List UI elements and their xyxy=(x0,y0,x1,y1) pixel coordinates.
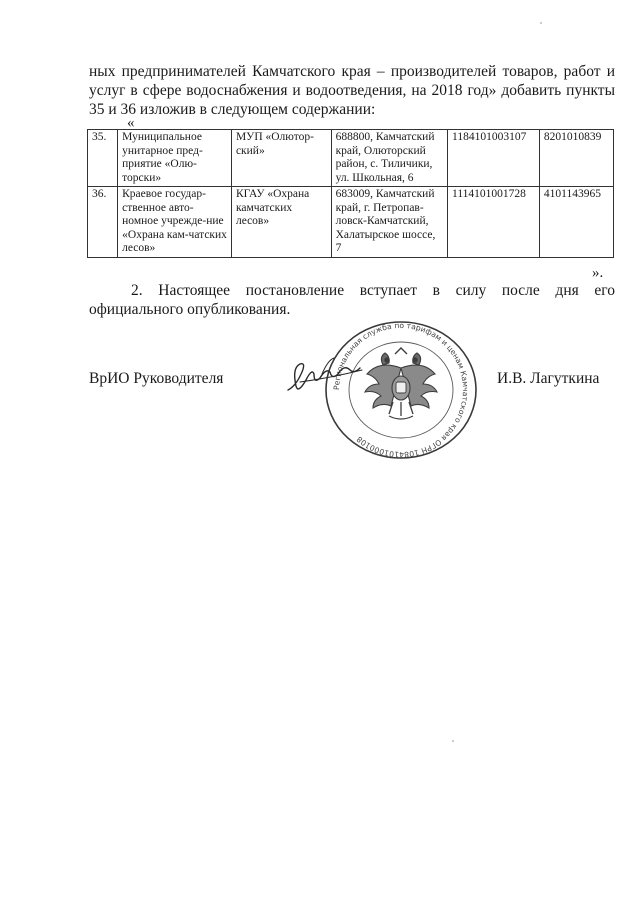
handwritten-signature-icon xyxy=(282,352,372,402)
org-address: 683009, Камчатский край, г. Петропав-ловск-Камчатский, Халатырское шоссе, 7 xyxy=(331,187,447,258)
org-full-name: Муниципальное унитарное пред-приятие «Олю-торски» xyxy=(118,130,232,187)
org-inn: 4101143965 xyxy=(539,187,613,258)
row-number: 35. xyxy=(88,130,118,187)
close-quote: ». xyxy=(592,265,604,281)
seal-text: Региональная служба по тарифам и ценам Камчатского края ОГРН 1084101000108 xyxy=(331,320,471,460)
org-ogrn: 1184101003107 xyxy=(448,130,540,187)
org-ogrn: 1114101001728 xyxy=(448,187,540,258)
signatory-name: И.В. Лагуткина xyxy=(497,370,600,387)
items-table xyxy=(87,129,614,258)
scan-speck xyxy=(540,22,542,24)
table-row xyxy=(88,130,614,187)
org-short-name: МУП «Олютор-ский» xyxy=(231,130,331,187)
org-full-name: Краевое государ-ственное авто-номное учрежде-ние «Охрана кам-чатских лесов» xyxy=(118,187,232,258)
scan-speck xyxy=(452,740,454,742)
open-quote: « xyxy=(127,115,135,131)
org-address: 688800, Камчатский край, Олюторский район, с. Тиличики, ул. Школьная, 6 xyxy=(331,130,447,187)
org-short-name: КГАУ «Охрана камчатских лесов» xyxy=(231,187,331,258)
eagle-emblem-icon xyxy=(365,348,437,419)
row-number: 36. xyxy=(88,187,118,258)
paragraph-2: 2. Настоящее постановление вступает в силу после дня его официального опубликования. xyxy=(89,282,615,318)
signatory-role: ВрИО Руководителя xyxy=(89,370,224,387)
org-inn: 8201010839 xyxy=(539,130,613,187)
intro-paragraph: ных предпринимателей Камчатского края – производителей товаров, работ и услуг в сфере водоснабжения и водоотведения, на 2018 год» добавить пункты 35 и 36 изложив в следующем содержании: xyxy=(89,63,615,118)
table-row xyxy=(88,187,614,258)
